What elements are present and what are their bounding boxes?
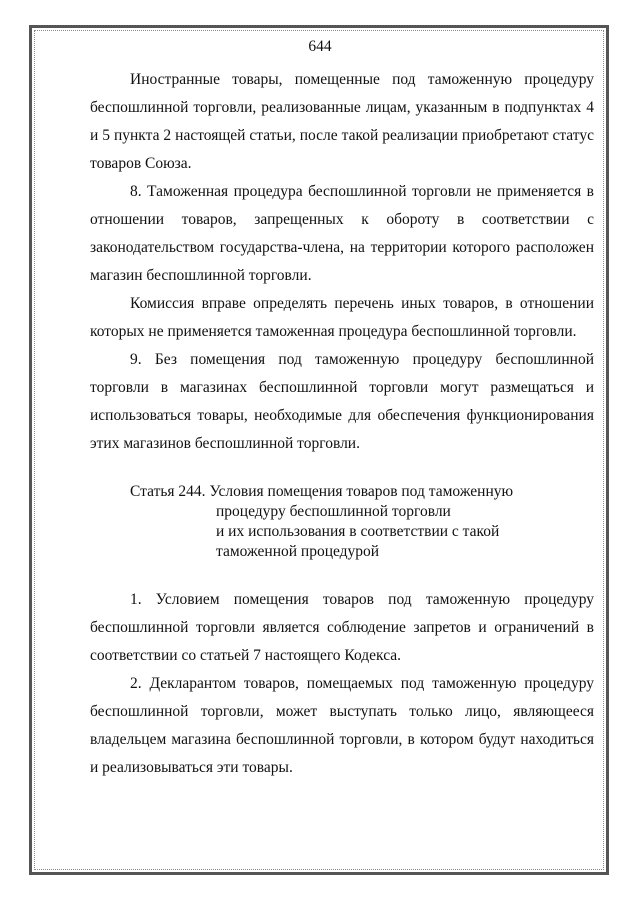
document-body [90, 66, 594, 782]
paragraph: Комиссия вправе определять перечень иных товаров, в отношении которых не применяется таможенная процедура беспошлинной торговли. [90, 295, 594, 340]
article-number: Статья 244. [130, 483, 210, 500]
article-heading [90, 482, 594, 562]
paragraph: 2. Декларантом товаров, помещаемых под таможенную процедуру беспошлинной торговли, может выступать только лицо, являющееся владельцем магазина беспошлинной торговли, в котором будут находиться и реализовываться эти товары. [90, 675, 594, 776]
paragraph: Иностранные товары, помещенные под таможенную процедуру беспошлинной торговли, реализованные лицам, указанным в подпунктах 4 и 5 пункта 2 настоящей статьи, после такой реализации приобретают статус товаров Союза. [90, 71, 594, 172]
paragraph: 1. Условием помещения товаров под таможенную процедуру беспошлинной торговли является соблюдение запретов и ограничений в соответствии со статьей 7 настоящего Кодекса. [90, 591, 594, 664]
article-title-line: процедуру беспошлинной торговли [216, 503, 451, 520]
paragraph: 8. Таможенная процедура беспошлинной торговли не применяется в отношении товаров, запрещенных к обороту в соответствии с законодательством государства-члена, на территории которого расположен магазин беспошлинной торговли. [90, 183, 594, 284]
page-number: 644 [308, 38, 332, 55]
article-title-line: и их использования в соответствии с такой [216, 523, 500, 540]
article-title-line: Условия помещения товаров под таможенную [209, 483, 514, 500]
article-title-line: таможенной процедурой [216, 543, 380, 560]
paragraph: 9. Без помещения под таможенную процедуру беспошлинной торговли в магазинах беспошлинной торговли могут размещаться и использоваться товары, необходимые для обеспечения функционирования этих магазинов беспошлинной торговли. [90, 351, 594, 452]
